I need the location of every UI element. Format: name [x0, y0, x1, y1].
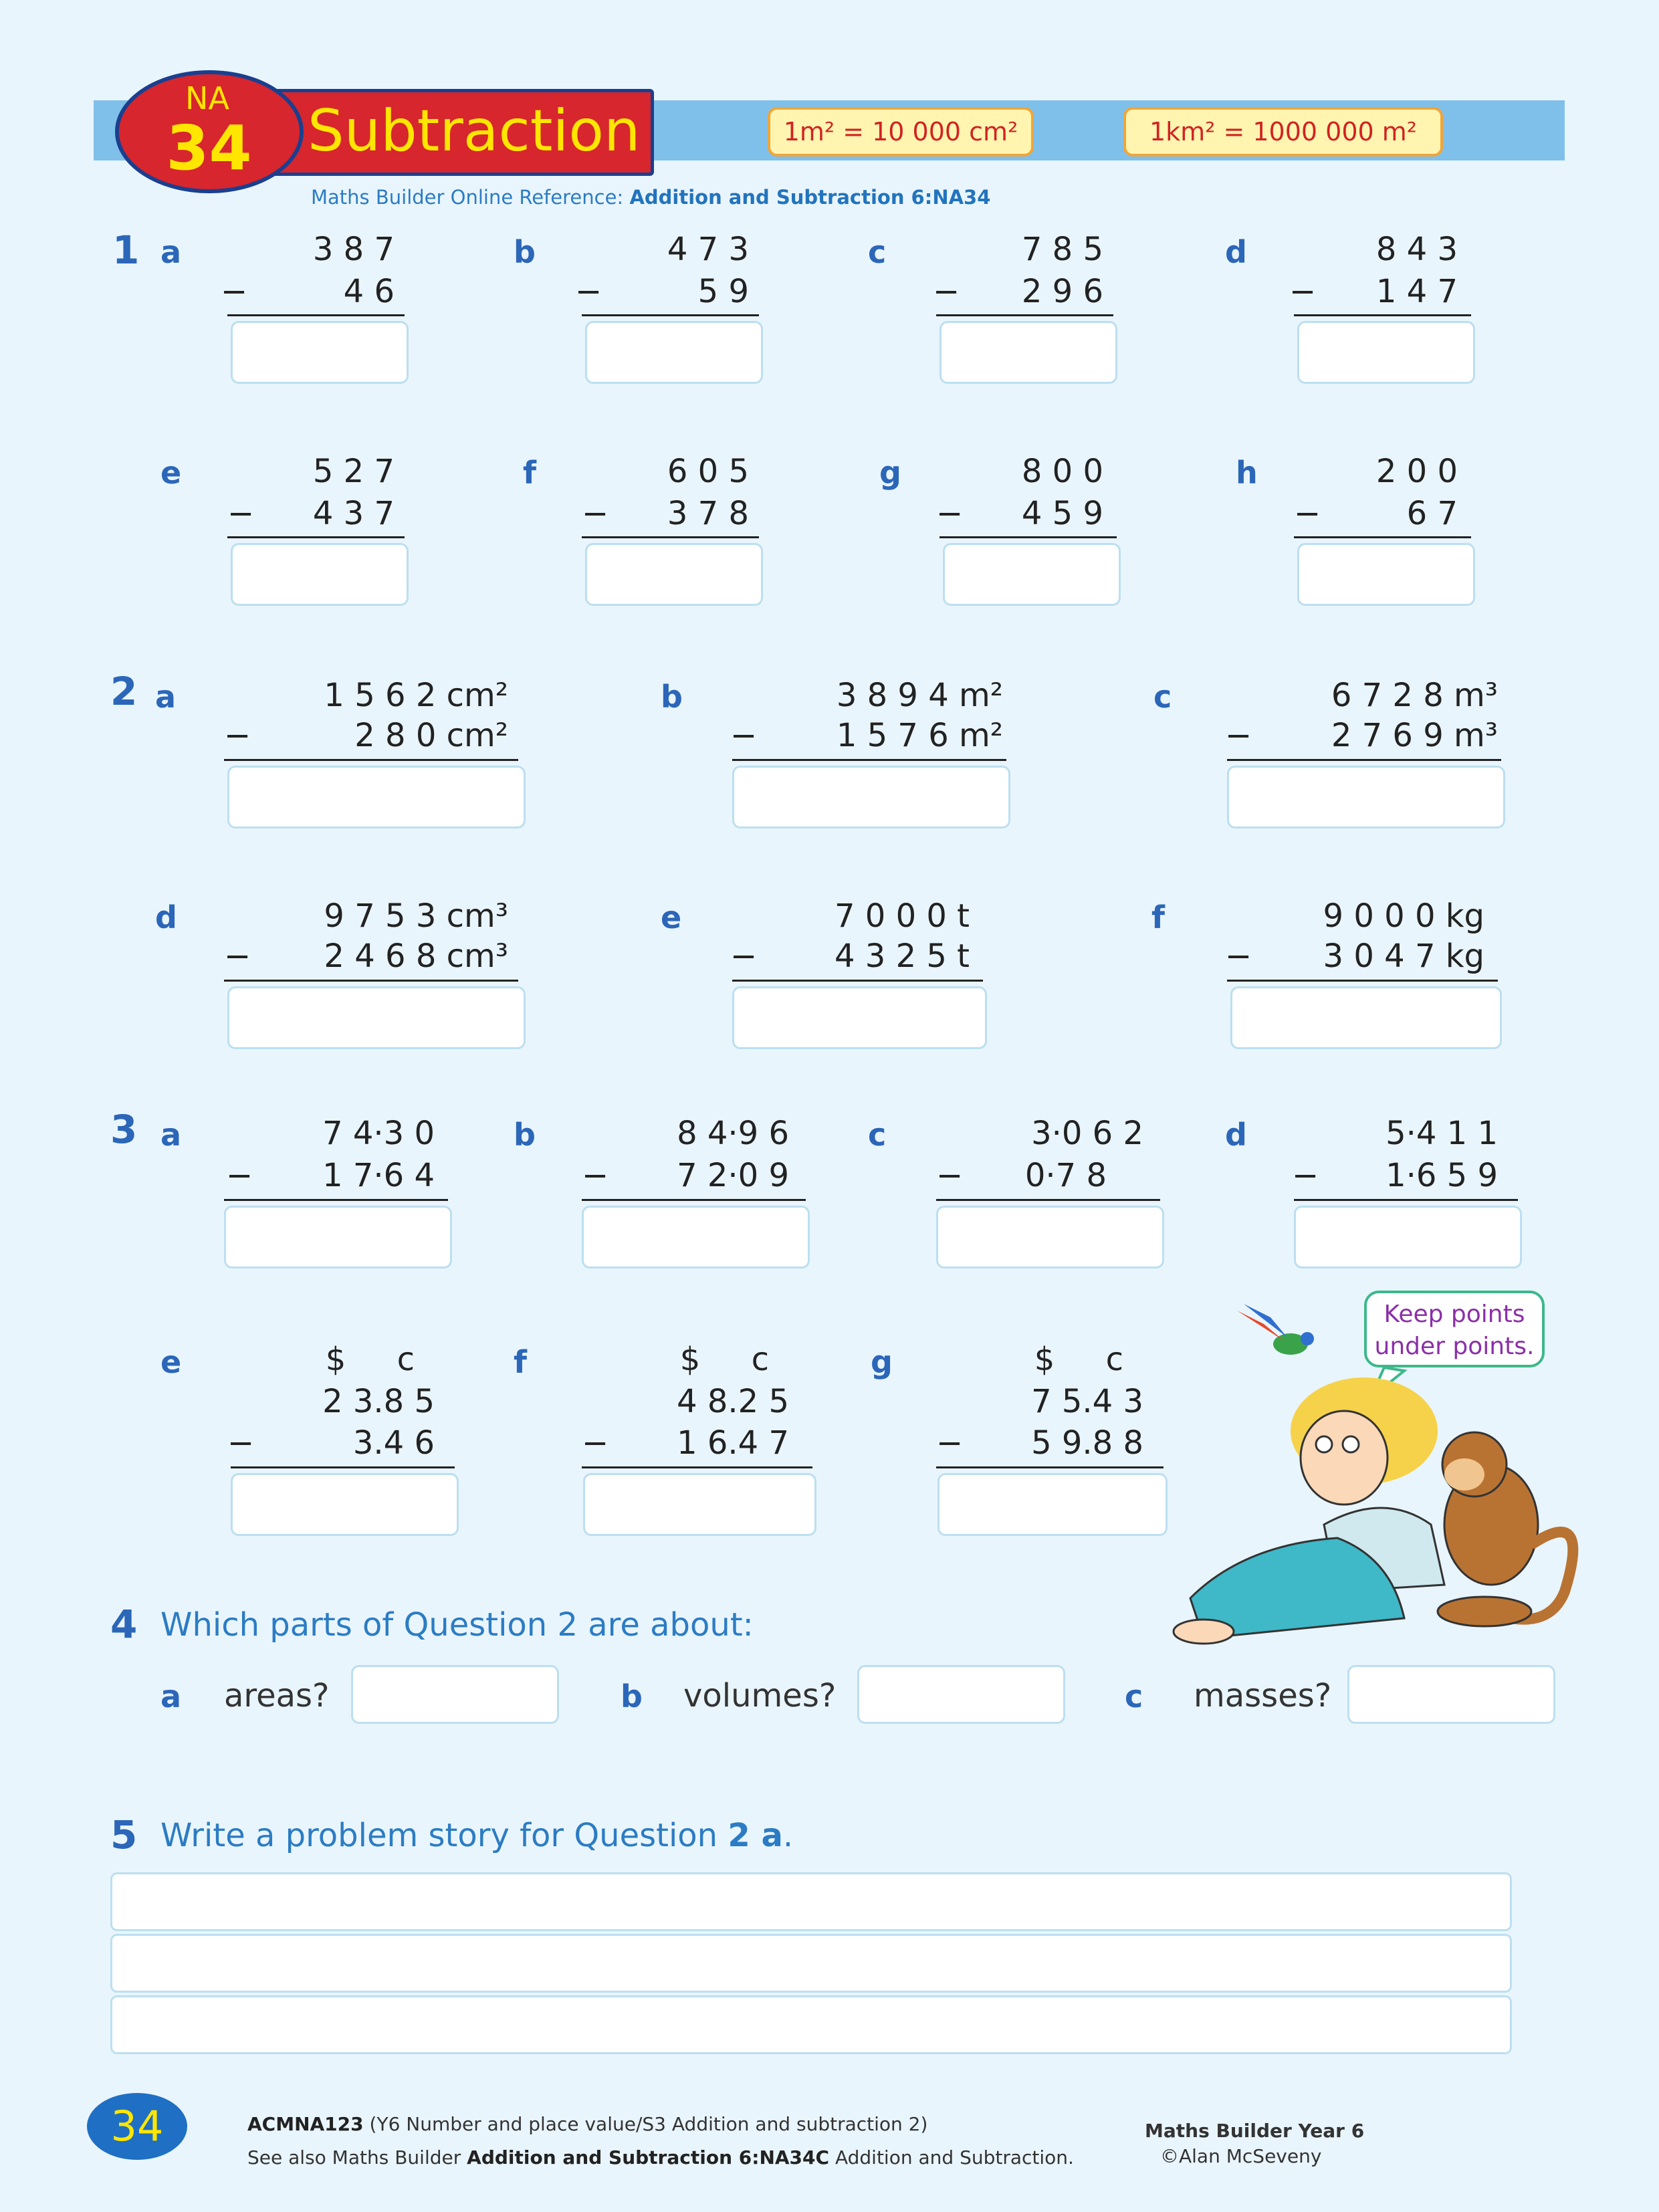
sum-line [224, 759, 518, 761]
subtrahend: 4 3 7 [312, 495, 395, 532]
item-label: e [160, 455, 182, 491]
question-1-number: 1 [112, 227, 140, 273]
subtrahend: 3 0 4 7 kg [1323, 937, 1484, 975]
minus-sign: − [227, 1424, 255, 1462]
question-4-text: Which parts of Question 2 are about: [160, 1606, 754, 1644]
subtrahend: 4 3 2 5 t [834, 937, 970, 975]
sum-line [582, 314, 759, 316]
q4-answer-a[interactable] [351, 1665, 559, 1724]
subtrahend: 5 9.8 8 [1031, 1424, 1143, 1462]
sum-line [1294, 314, 1471, 316]
minus-sign: − [224, 717, 251, 754]
answer-box[interactable] [1227, 766, 1505, 828]
minuend: 2 3.8 5 [322, 1383, 435, 1420]
sum-line [936, 314, 1113, 316]
minuend: 6 0 5 [667, 453, 749, 490]
sum-line [227, 314, 405, 316]
minuend: 6 7 2 8 m³ [1331, 677, 1498, 714]
minuend: 3 8 7 [312, 231, 395, 268]
sum-line [1294, 536, 1471, 538]
item-label: d [155, 899, 177, 935]
answer-box[interactable] [936, 1206, 1164, 1268]
minus-sign: − [221, 273, 248, 310]
writing-line-2[interactable] [110, 1934, 1512, 1993]
item-label: d [1225, 1117, 1247, 1153]
question-2-number: 2 [110, 669, 138, 714]
subtrahend: 1·6 5 9 [1386, 1157, 1498, 1194]
minuend: 5·4 1 1 [1386, 1115, 1498, 1152]
minuend: 9 7 5 3 cm³ [324, 897, 508, 935]
minuend: 4 8.2 5 [677, 1383, 789, 1420]
answer-box[interactable] [732, 986, 987, 1049]
q4-answer-b[interactable] [857, 1665, 1065, 1724]
minuend: 7 4·3 0 [322, 1115, 435, 1152]
minus-sign: − [582, 1157, 609, 1194]
minuend: 3·0 6 2 [1031, 1115, 1143, 1152]
item-label: a [155, 679, 177, 715]
subtrahend: 6 7 [1406, 495, 1458, 532]
see-also-link: Addition and Subtraction 6:NA34C [467, 2146, 830, 2169]
see-also [247, 2146, 1074, 2169]
sum-line [224, 980, 518, 982]
subtrahend: 2 9 6 [1021, 273, 1103, 310]
answer-box[interactable] [585, 321, 763, 384]
minus-sign: − [224, 937, 251, 975]
minuend: 9 0 0 0 kg [1323, 897, 1484, 935]
item-label: g [871, 1344, 893, 1380]
item-label: b [514, 1117, 536, 1153]
minus-sign: − [575, 273, 602, 310]
minuend: 8 4·9 6 [677, 1115, 789, 1152]
answer-box[interactable] [732, 766, 1010, 828]
answer-box[interactable] [585, 543, 763, 606]
subtrahend: 1 6.4 7 [677, 1424, 789, 1462]
subtrahend: 1 7·6 4 [322, 1157, 435, 1194]
online-reference [311, 186, 990, 209]
item-label: b [661, 679, 683, 715]
minus-sign: − [933, 273, 960, 310]
minuend: 1 5 6 2 cm² [324, 677, 508, 714]
answer-box[interactable] [1294, 1206, 1522, 1268]
answer-box[interactable] [231, 543, 409, 606]
minus-sign: − [226, 1157, 253, 1194]
subtrahend: 3.4 6 [352, 1424, 435, 1462]
subtrahend: 7 2·0 9 [677, 1157, 789, 1194]
badge-number: 34 [166, 112, 252, 184]
sum-line [227, 536, 405, 538]
q4-label-c: c [1125, 1678, 1143, 1715]
writing-line-1[interactable] [110, 1872, 1512, 1931]
item-label: e [661, 899, 682, 935]
q4-answer-c[interactable] [1347, 1665, 1555, 1724]
minus-sign: − [1294, 495, 1321, 532]
question-5-number: 5 [110, 1812, 138, 1858]
see-also-suffix: Addition and Subtraction. [835, 2146, 1074, 2169]
answer-box[interactable] [1230, 986, 1502, 1049]
answer-box[interactable] [583, 1473, 816, 1536]
item-label: a [160, 234, 182, 270]
sum-line [224, 1199, 448, 1201]
subtrahend: 1 5 7 6 m² [836, 717, 1003, 754]
sum-line [732, 759, 1006, 761]
minus-sign: − [227, 495, 255, 532]
sum-line [1227, 759, 1501, 761]
minus-sign: − [1292, 1157, 1319, 1194]
curriculum-code-id: ACMNA123 [247, 2113, 364, 2135]
q4-part-c-text: masses? [1194, 1677, 1332, 1715]
answer-box[interactable] [231, 321, 409, 384]
sum-line [582, 536, 759, 538]
item-label: c [1153, 679, 1172, 715]
question-5-prompt: Write a problem story for Question [160, 1817, 718, 1854]
answer-box[interactable] [224, 1206, 452, 1268]
money-header: $ c [1034, 1341, 1123, 1378]
subtrahend: 5 9 [697, 273, 749, 310]
minus-sign: − [936, 495, 964, 532]
writing-line-3[interactable] [110, 1995, 1512, 2054]
answer-box[interactable] [231, 1473, 459, 1536]
reference-link: Addition and Subtraction 6:NA34 [629, 186, 991, 209]
question-5-text [160, 1817, 793, 1854]
subtrahend: 4 6 [343, 273, 395, 310]
book-title: Maths Builder Year 6 [1145, 2120, 1365, 2142]
cartoon-illustration [1164, 1304, 1591, 1652]
sum-line [936, 1466, 1164, 1468]
sum-line [936, 1199, 1160, 1201]
item-label: g [879, 455, 901, 491]
answer-box[interactable] [582, 1206, 810, 1268]
q4-part-a-text: areas? [224, 1677, 330, 1715]
answer-box[interactable] [227, 986, 526, 1049]
unit-conversion-area-1: 1m² = 10 000 cm² [768, 107, 1034, 156]
answer-box[interactable] [937, 1473, 1168, 1536]
minus-sign: − [1225, 717, 1252, 754]
sum-line [582, 1466, 812, 1468]
speech-bubble: Keep points under points. [1364, 1291, 1545, 1367]
reference-prefix: Maths Builder Online Reference: [311, 186, 624, 209]
minus-sign: − [1225, 937, 1252, 975]
minuend: 3 8 9 4 m² [836, 677, 1003, 714]
minus-sign: − [582, 1424, 609, 1462]
answer-box[interactable] [939, 321, 1117, 384]
see-also-prefix: See also Maths Builder [247, 2146, 461, 2169]
minuend: 8 0 0 [1021, 453, 1103, 490]
subtrahend: 2 7 6 9 m³ [1331, 717, 1498, 754]
subtrahend: 4 5 9 [1021, 495, 1103, 532]
answer-box[interactable] [1297, 321, 1475, 384]
minuend: 2 0 0 [1375, 453, 1458, 490]
q4-label-b: b [621, 1678, 643, 1715]
question-3-number: 3 [110, 1107, 138, 1152]
sum-line [732, 980, 983, 982]
minus-sign: − [730, 937, 758, 975]
question-5-ref: 2 a [728, 1817, 783, 1854]
minuend: 7 8 5 [1021, 231, 1103, 268]
minus-sign: − [730, 717, 758, 754]
unit-conversion-area-2: 1km² = 1000 000 m² [1123, 107, 1443, 156]
page-title: Subtraction [308, 98, 641, 164]
item-label: e [160, 1344, 182, 1380]
subtrahend: 2 4 6 8 cm³ [324, 937, 508, 975]
sum-line [1294, 1199, 1518, 1201]
curriculum-code [247, 2113, 927, 2135]
question-5-end: . [782, 1817, 794, 1854]
answer-box[interactable] [227, 766, 526, 828]
item-label: h [1236, 455, 1258, 491]
q4-label-a: a [160, 1678, 182, 1715]
item-label: f [523, 455, 537, 491]
curriculum-desc: (Y6 Number and place value/S3 Addition and subtraction 2) [369, 2113, 928, 2135]
sum-line [1227, 980, 1498, 982]
page-number: 34 [87, 2093, 187, 2160]
minuend: 4 7 3 [667, 231, 749, 268]
sum-line [582, 1199, 806, 1201]
item-label: c [868, 234, 887, 270]
money-header: $ c [679, 1341, 769, 1378]
item-label: a [160, 1117, 182, 1153]
badge-strand: NA [185, 80, 229, 116]
subtrahend: 1 4 7 [1375, 273, 1458, 310]
answer-box[interactable] [943, 543, 1121, 606]
item-label: f [1151, 899, 1166, 935]
question-4-number: 4 [110, 1601, 138, 1647]
subtrahend: 0·7 8 [1024, 1157, 1107, 1194]
money-header: $ c [325, 1341, 415, 1378]
minus-sign: − [936, 1157, 964, 1194]
minuend: 7 5.4 3 [1031, 1383, 1143, 1420]
copyright: ©Alan McSeveny [1160, 2145, 1322, 2167]
item-label: d [1225, 234, 1247, 270]
item-label: c [868, 1117, 887, 1153]
sum-line [231, 1466, 455, 1468]
sum-line [939, 536, 1117, 538]
minus-sign: − [582, 495, 609, 532]
subtrahend: 2 8 0 cm² [354, 717, 508, 754]
minus-sign: − [1289, 273, 1317, 310]
item-label: b [514, 234, 536, 270]
answer-box[interactable] [1297, 543, 1475, 606]
q4-part-b-text: volumes? [683, 1677, 837, 1715]
minuend: 7 0 0 0 t [834, 897, 970, 935]
subtrahend: 3 7 8 [667, 495, 749, 532]
minus-sign: − [936, 1424, 964, 1462]
item-label: f [514, 1344, 528, 1380]
minuend: 5 2 7 [312, 453, 395, 490]
minuend: 8 4 3 [1375, 231, 1458, 268]
